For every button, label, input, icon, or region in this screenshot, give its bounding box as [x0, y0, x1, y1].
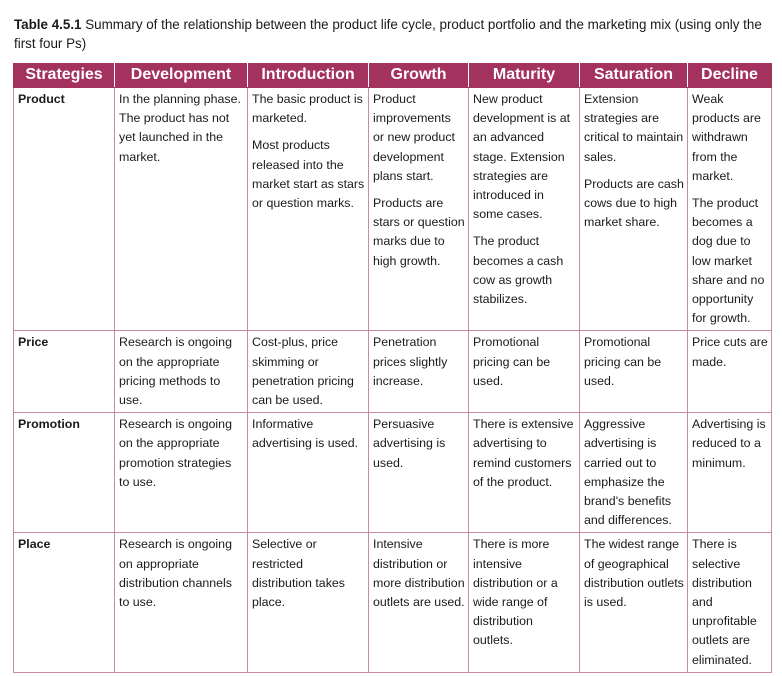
- cell-text: There is more intensive distribution or a wide range of distribution outlets.: [473, 537, 558, 648]
- cell-promotion-saturation: [580, 413, 688, 533]
- cell-text: The widest range of geographical distribution outlets is used.: [584, 537, 684, 610]
- header-growth: Growth: [369, 63, 469, 88]
- row-label-product: Product: [14, 88, 115, 331]
- cell-text: The product becomes a dog due to low market share and no opportunity for growth.: [692, 196, 765, 326]
- cell-price-introduction: [248, 331, 369, 413]
- cell-product-maturity: [469, 88, 580, 331]
- cell-price-saturation: [580, 331, 688, 413]
- cell-text: Informative advertising is used.: [252, 417, 359, 451]
- cell-price-maturity: [469, 331, 580, 413]
- table-number: Table 4.5.1: [14, 17, 82, 32]
- cell-text: There is selective distribution and unprofitable outlets are eliminated.: [692, 537, 757, 667]
- cell-text: Extension strategies are critical to maintain sales.: [584, 92, 684, 164]
- cell-product-decline: [688, 88, 772, 331]
- cell-text: Product improvements or new product development plans start.: [373, 92, 455, 183]
- cell-text: Penetration prices slightly increase.: [373, 335, 448, 388]
- cell-text: Advertising is reduced to a minimum.: [692, 417, 766, 470]
- header-introduction: Introduction: [248, 63, 369, 88]
- row-label-promotion: Promotion: [14, 413, 115, 533]
- table-row-place: [14, 533, 772, 672]
- cell-place-saturation: [580, 533, 688, 672]
- cell-promotion-introduction: [248, 413, 369, 533]
- cell-place-introduction: [248, 533, 369, 672]
- cell-product-saturation: [580, 88, 688, 331]
- cell-product-introduction: [248, 88, 369, 331]
- cell-price-decline: [688, 331, 772, 413]
- header-decline: Decline: [688, 63, 772, 88]
- cell-promotion-development: [115, 413, 248, 533]
- header-saturation: Saturation: [580, 63, 688, 88]
- table-row-price: [14, 331, 772, 413]
- row-label-price: Price: [14, 331, 115, 413]
- cell-text: The basic product is marketed.: [252, 92, 363, 126]
- cell-text: Persuasive advertising is used.: [373, 417, 446, 470]
- marketing-mix-table: [13, 63, 772, 673]
- cell-promotion-maturity: [469, 413, 580, 533]
- cell-text: Research is ongoing on appropriate distribution channels to use.: [119, 537, 232, 610]
- cell-place-development: [115, 533, 248, 672]
- cell-text: Selective or restricted distribution takes place.: [252, 537, 345, 610]
- cell-place-decline: [688, 533, 772, 672]
- header-development: Development: [115, 63, 248, 88]
- header-strategies: Strategies: [14, 63, 115, 88]
- cell-promotion-growth: [369, 413, 469, 533]
- cell-text: Price cuts are made.: [692, 335, 768, 369]
- cell-text: Products are stars or question marks due to high growth.: [373, 196, 465, 268]
- cell-price-development: [115, 331, 248, 413]
- cell-place-growth: [369, 533, 469, 672]
- cell-text: Research is ongoing on the appropriate promotion strategies to use.: [119, 417, 232, 489]
- cell-text: Promotional pricing can be used.: [584, 335, 662, 388]
- table-row-promotion: [14, 413, 772, 533]
- cell-text: Research is ongoing on the appropriate pricing methods to use.: [119, 335, 232, 408]
- cell-text: Promotional pricing can be used.: [473, 335, 551, 388]
- cell-text: In the planning phase. The product has not yet launched in the market.: [119, 92, 241, 164]
- cell-text: Most products released into the market start as stars or question marks.: [252, 138, 365, 211]
- cell-text: Aggressive advertising is carried out to emphasize the brand's benefits and differences.: [584, 417, 672, 528]
- table-caption-text: Summary of the relationship between the product life cycle, product portfolio and the marketing mix (using only the first four Ps): [14, 17, 762, 51]
- table-row-product: [14, 88, 772, 331]
- cell-price-growth: [369, 331, 469, 413]
- header-row: [14, 63, 772, 88]
- cell-place-maturity: [469, 533, 580, 672]
- cell-product-development: [115, 88, 248, 331]
- row-label-place: Place: [14, 533, 115, 672]
- cell-text: New product development is at an advanced stage. Extension strategies are introduced in some cases.: [473, 92, 571, 222]
- cell-promotion-decline: [688, 413, 772, 533]
- cell-product-growth: [369, 88, 469, 331]
- cell-text: Cost-plus, price skimming or penetration pricing can be used.: [252, 335, 354, 408]
- cell-text: There is extensive advertising to remind customers of the product.: [473, 417, 574, 489]
- cell-text: Intensive distribution or more distribution outlets are used.: [373, 537, 465, 610]
- cell-text: Products are cash cows due to high market share.: [584, 176, 684, 230]
- cell-text: Weak products are withdrawn from the market.: [692, 92, 761, 183]
- cell-text: The product becomes a cash cow as growth stabilizes.: [473, 234, 564, 307]
- table-caption: [14, 15, 774, 53]
- header-maturity: Maturity: [469, 63, 580, 88]
